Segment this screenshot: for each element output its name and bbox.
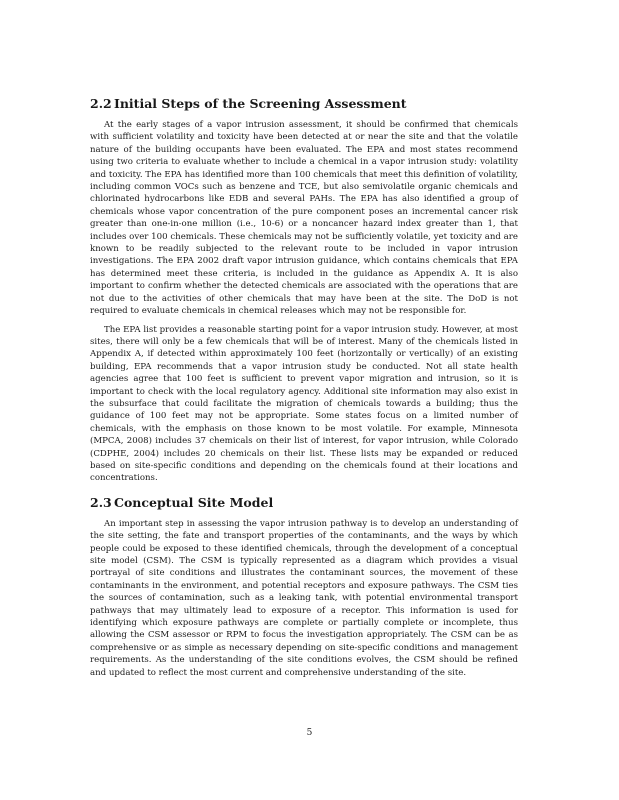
section-title: Initial Steps of the Screening Assessment bbox=[114, 96, 407, 111]
paragraph: At the early stages of a vapor intrusion assessment, it should be confirmed that chemicals with sufficient volatility and toxicity have been detected at or near the site and that the volatile nature of the building occupants have been evaluated. The EPA and most states recommend using two criteria to evaluate whether to include a chemical in a vapor intrusion study: volatility and toxicity. The EPA has identified more than 100 chemicals that meet this definition of volatility, including common VOCs such as benzene and TCE, but also semivolatile organic chemicals and chlorinated hydrocarbons like EDB and several PAHs. The EPA has also identified a group of chemicals whose vapor concentration of the pure component poses an incremental cancer risk greater than one-in-one million (i.e., 10-6) or a noncancer hazard index greater than 1, that includes over 100 chemicals. These chemicals may not be sufficiently volatile, yet toxicity and are known to be readily subjected to the relevant route to be included in vapor intrusion investigations. The EPA 2002 draft vapor intrusion guidance, which contains chemicals that EPA has determined meet these criteria, is included in the guidance as Appendix A. It is also important to confirm whether the detected chemicals are associated with the operations that are not due to the activities of other chemicals that may have been at the site. The DoD is not required to evaluate chemicals in chemical releases which may not be responsible for. bbox=[90, 120, 518, 317]
page-content bbox=[90, 96, 518, 685]
section-heading bbox=[90, 96, 518, 111]
page-number: 5 bbox=[306, 728, 313, 738]
section-number: 2.3 bbox=[90, 494, 112, 510]
paragraph: The EPA list provides a reasonable starting point for a vapor intrusion study. However, at most sites, there will only be a few chemicals that will be of interest. Many of the chemicals listed in Appendix A, if detected within approximately 100 feet (horizontally or vertically) of an existing building, EPA recommends that a vapor intrusion study be conducted. Not all state health agencies agree that 100 feet is sufficient to prevent vapor migration and intrusion, so it is important to check with the local regulatory agency. Additional site information may also exist in the subsurface that could facilitate the migration of chemicals towards a building; thus the guidance of 100 feet may not be appropriate. Some states focus on a limited number of chemicals, with the emphasis on those known to be most volatile. For example, Minnesota (MPCA, 2008) includes 37 chemicals on their list of interest, for vapor intrusion, while Colorado (CDPHE, 2004) includes 20 chemicals on their list. These lists may be expanded or reduced based on site-specific conditions and depending on the chemicals found at their locations and concentrations. bbox=[90, 324, 518, 484]
section-title: Conceptual Site Model bbox=[114, 494, 274, 510]
section-heading bbox=[90, 495, 518, 510]
paragraph: An important step in assessing the vapor intrusion pathway is to develop an understanding of the site setting, the fate and transport properties of the contaminants, and the ways by which people could be exposed to these identified chemicals, through the development of a conceptual site model (CSM). The CSM is typically represented as a diagram which provides a visual portrayal of site conditions and illustrates the contaminant sources, the movement of these contaminants in the environment, and potential receptors and exposure pathways. The CSM ties the sources of contamination, such as a leaking tank, with potential environmental transport pathways that may ultimately lead to exposure of a receptor. This information is used for identifying which exposure pathways are complete or partially complete or incomplete, thus allowing the CSM assessor or RPM to focus the investigation appropriately. The CSM can be as comprehensive or as simple as necessary depending on site-specific conditions and management requirements. As the understanding of the site conditions evolves, the CSM should be refined and updated to reflect the most current and comprehensive understanding of the site. bbox=[90, 518, 518, 678]
section-number: 2.2 bbox=[90, 96, 112, 111]
